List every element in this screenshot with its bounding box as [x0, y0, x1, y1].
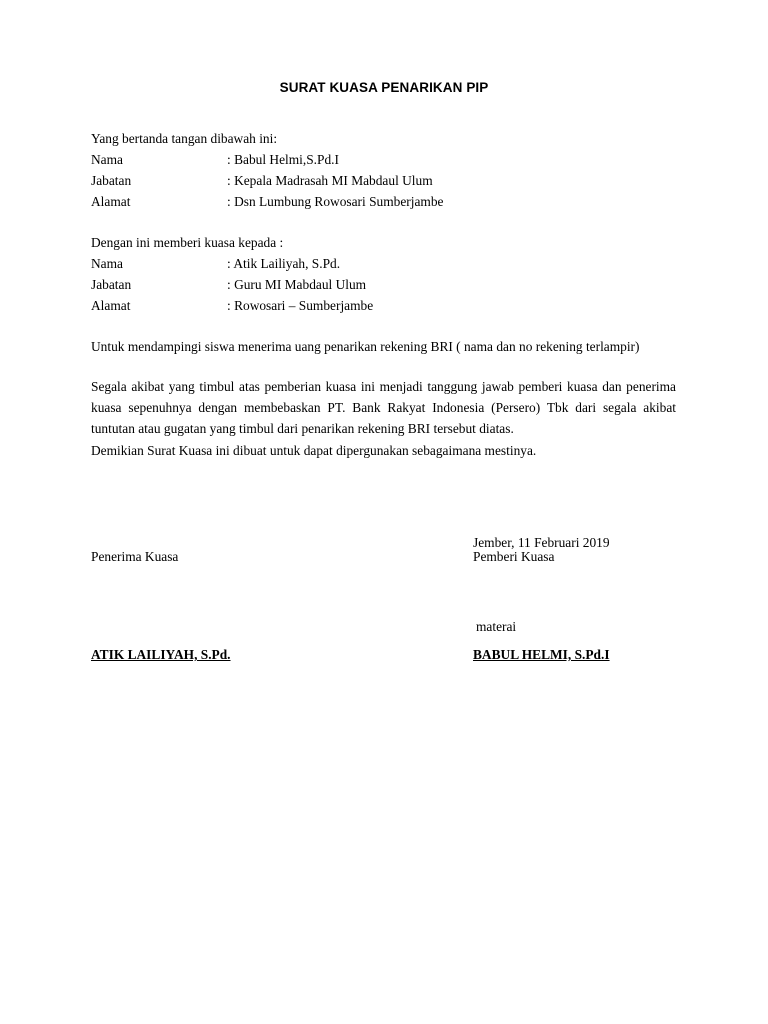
grantor-position-row [91, 173, 691, 189]
grantor-name-row [91, 152, 691, 168]
grantor-position-value: : Kepala Madrasah MI Mabdaul Ulum [227, 173, 433, 188]
grantee-address-label: Alamat [91, 298, 131, 313]
receiver-signature-name: ATIK LAILIYAH, S.Pd. [91, 647, 231, 662]
grantee-name-row [91, 256, 691, 272]
grantee-position-value: : Guru MI Mabdaul Ulum [227, 277, 367, 292]
letter-title: SURAT KUASA PENARIKAN PIP [279, 80, 489, 95]
grantee-name-value: : Atik Lailiyah, S.Pd. [227, 256, 341, 271]
stamp-placeholder: materai [476, 619, 517, 634]
grantee-intro: Dengan ini memberi kuasa kepada : [91, 235, 284, 250]
grantor-position-label: Jabatan [91, 173, 132, 188]
grantee-address-value: : Rowosari – Sumberjambe [227, 298, 374, 313]
grantor-address-value: : Dsn Lumbung Rowosari Sumberjambe [227, 194, 444, 209]
grantor-address-label: Alamat [91, 194, 131, 209]
grantee-address-row [91, 298, 691, 314]
liability-paragraph: Segala akibat yang timbul atas pemberian kuasa ini menjadi tanggung jawab pemberi kuasa dan penerima kuasa sepenuhnya dengan membebaskan PT. Bank Rakyat Indonesia (Persero) Tbk dari segala akibat tuntutan atau gugatan yang timbul dari penarikan rekening BRI tersebut diatas. [91, 379, 676, 436]
closing-paragraph: Demikian Surat Kuasa ini dibuat untuk dapat dipergunakan sebagaimana mestinya. [91, 443, 537, 458]
grantor-intro: Yang bertanda tangan dibawah ini: [91, 131, 278, 146]
grantor-name-value: : Babul Helmi,S.Pd.I [227, 152, 339, 167]
place-date: Jember, 11 Februari 2019 [473, 535, 610, 550]
grantee-name-label: Nama [91, 256, 123, 271]
grantor-address-row [91, 194, 691, 210]
grantee-position-row [91, 277, 691, 293]
grantor-name-label: Nama [91, 152, 123, 167]
giver-signature-name: BABUL HELMI, S.Pd.I [473, 647, 610, 662]
receiver-label: Penerima Kuasa [91, 549, 179, 564]
giver-label: Pemberi Kuasa [473, 549, 555, 564]
purpose-paragraph: Untuk mendampingi siswa menerima uang penarikan rekening BRI ( nama dan no rekening terlampir) [91, 339, 640, 354]
grantee-position-label: Jabatan [91, 277, 132, 292]
